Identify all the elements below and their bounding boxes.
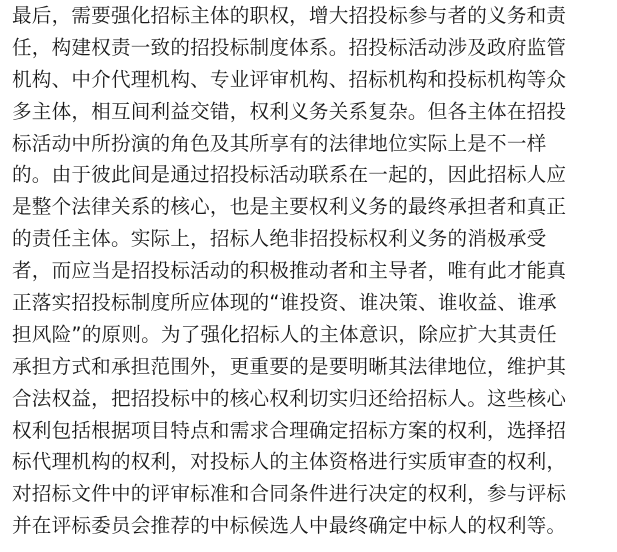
text-line: 的。由于彼此间是通过招投标活动联系在一起的，因此招标人应 (12, 163, 567, 187)
text-line: 合法权益，把招投标中的核心权利切实归还给招标人。这些核心 (12, 386, 567, 410)
text-line: 的责任主体。实际上，招标人绝非招投标权利义务的消极承受 (12, 227, 547, 251)
text-line: 多主体，相互间利益交错，权利义务关系复杂。但各主体在招投 (12, 99, 567, 123)
text-line: 最后，需要强化招标主体的职权，增大招投标参与者的义务和责 (12, 4, 567, 27)
text-line: 权利包括根据项目特点和需求合理确定招标方案的权利，选择招 (12, 418, 567, 442)
text-line: 并在评标委员会推荐的中标候选人中最终确定中标人的权利等。 (12, 514, 567, 538)
text-line: 承担方式和承担范围外，更重要的是要明晰其法律地位，维护其 (12, 354, 567, 378)
document-body (12, 0, 612, 542)
text-line: 是整个法律关系的核心，也是主要权利义务的最终承担者和真正 (12, 195, 567, 219)
text-line: 标活动中所扮演的角色及其所享有的法律地位实际上是不一样 (12, 131, 547, 155)
paragraph (12, 0, 612, 542)
text-line: 标代理机构的权利，对投标人的主体资格进行实质审查的权利， (12, 450, 567, 474)
text-line: 正落实招投标制度所应体现的“谁投资、谁决策、谁收益、谁承 (12, 291, 557, 315)
text-line: 机构、中介代理机构、专业评审机构、招标机构和投标机构等众 (12, 67, 567, 91)
text-line: 者，而应当是招投标活动的积极推动者和主导者，唯有此才能真 (12, 259, 567, 283)
text-line: 任，构建权责一致的招投标制度体系。招投标活动涉及政府监管 (12, 35, 567, 59)
text-line: 对招标文件中的评审标准和合同条件进行决定的权利，参与评标 (12, 482, 567, 506)
text-line: 担风险”的原则。为了强化招标人的主体意识，除应扩大其责任 (12, 322, 557, 346)
